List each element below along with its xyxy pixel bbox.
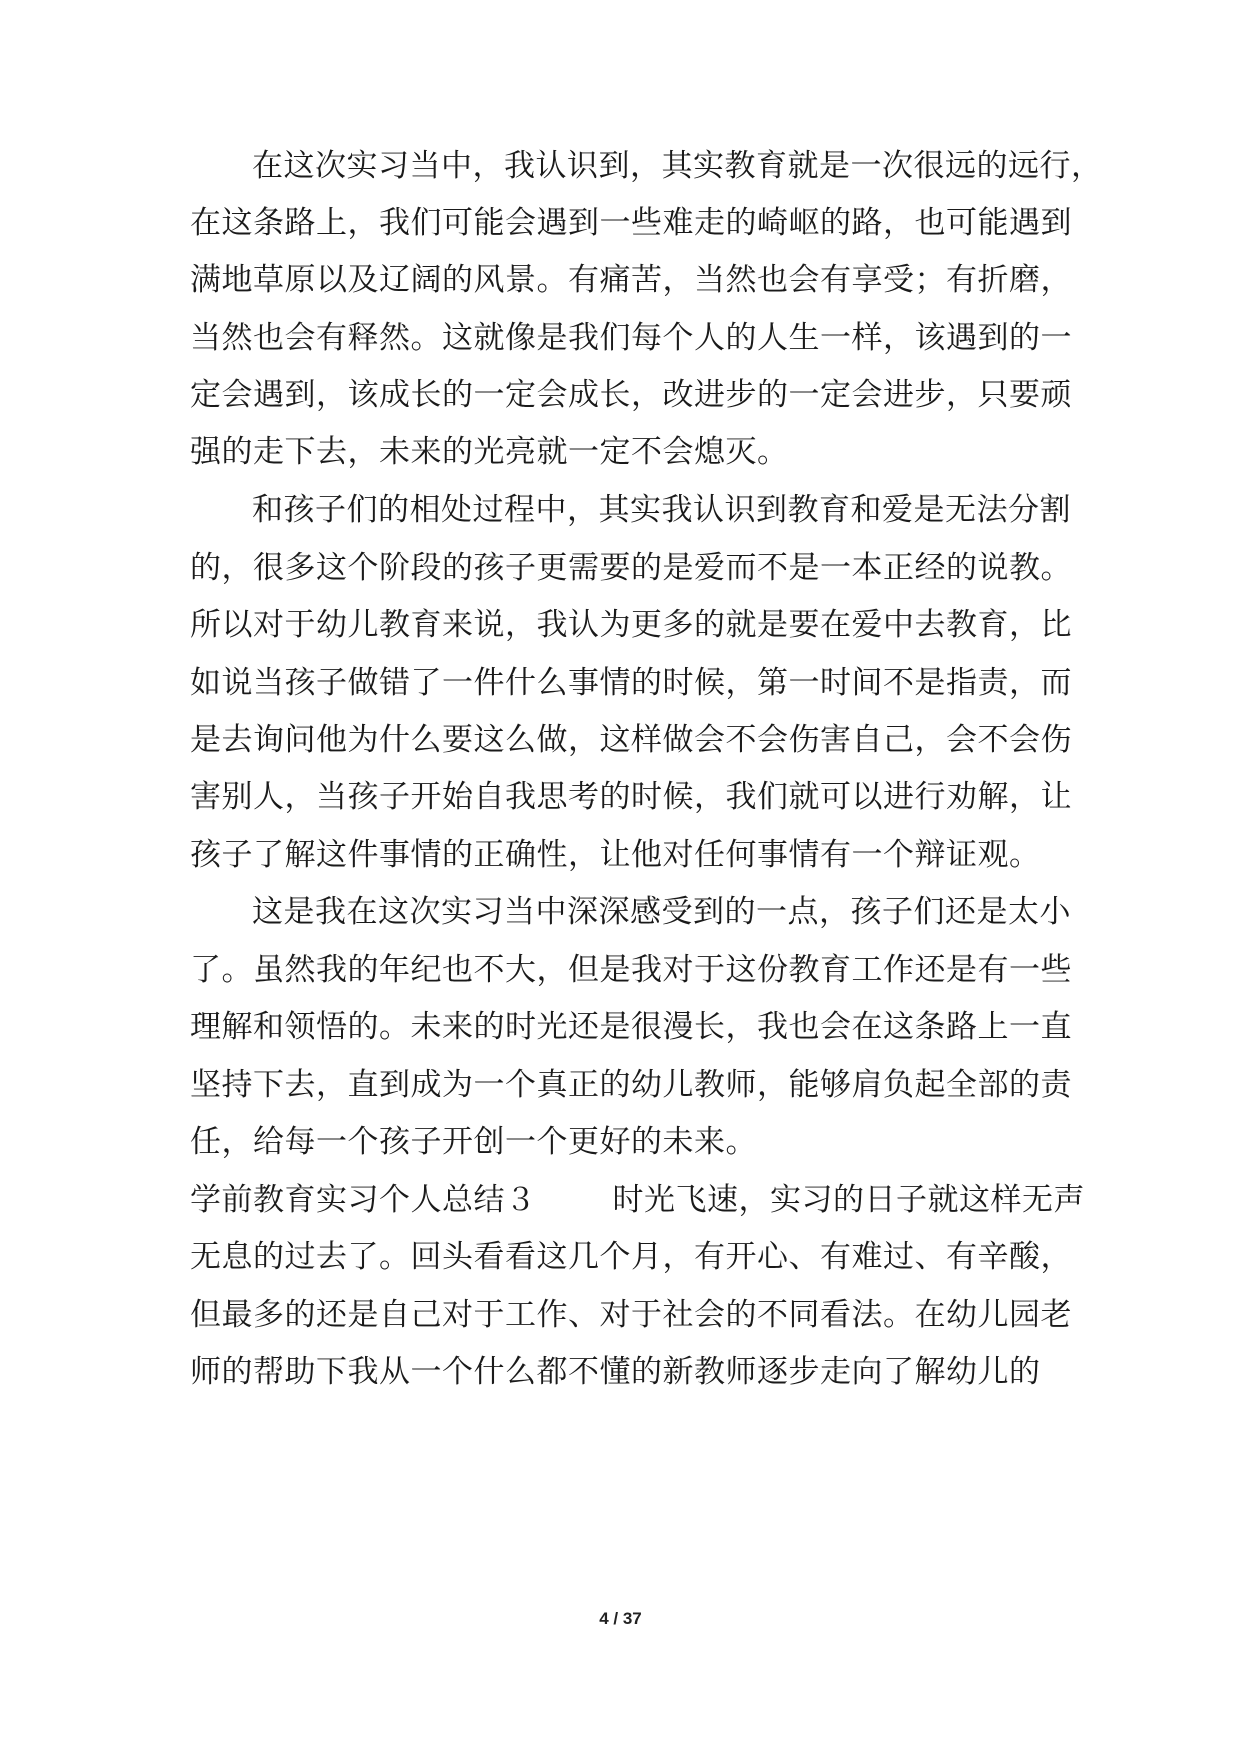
paragraph-line: 所以对于幼儿教育来说，我认为更多的就是要在爱中去教育，比 (190, 607, 1072, 643)
paragraph-line: 定会遇到，该成长的一定会成长，改进步的一定会进步，只要顽 (190, 377, 1072, 413)
section-first-text: 时光飞速，实习的日子就这样无声 (612, 1182, 1085, 1218)
paragraph-line: 如说当孩子做错了一件什么事情的时候，第一时间不是指责，而 (190, 665, 1072, 701)
paragraph-line: 理解和领悟的。未来的时光还是很漫长，我也会在这条路上一直 (190, 1009, 1072, 1045)
paragraph-line: 当然也会有释然。这就像是我们每个人的人生一样，该遇到的一 (190, 320, 1072, 356)
paragraph-line: 师的帮助下我从一个什么都不懂的新教师逐步走向了解幼儿的 (190, 1354, 1041, 1390)
paragraph-line: 在这次实习当中，我认识到，其实教育就是一次很远的远行， (252, 148, 1103, 184)
paragraph-line: 在这条路上，我们可能会遇到一些难走的崎岖的路，也可能遇到 (190, 205, 1072, 241)
paragraph-line: 的，很多这个阶段的孩子更需要的是爱而不是一本正经的说教。 (190, 550, 1072, 586)
page-number: 4 / 37 (599, 1609, 642, 1628)
paragraph-line: 这是我在这次实习当中深深感受到的一点，孩子们还是太小 (252, 894, 1071, 930)
paragraph-line: 满地草原以及辽阔的风景。有痛苦，当然也会有享受；有折磨， (190, 262, 1072, 298)
paragraph-line: 是去询问他为什么要这么做，这样做会不会伤害自己，会不会伤 (190, 722, 1072, 758)
section-title: 学前教育实习个人总结３ (190, 1182, 537, 1218)
paragraph-line: 任，给每一个孩子开创一个更好的未来。 (190, 1124, 757, 1160)
paragraph-line: 害别人，当孩子开始自我思考的时候，我们就可以进行劝解，让 (190, 779, 1072, 815)
paragraph-line: 无息的过去了。回头看看这几个月，有开心、有难过、有辛酸， (190, 1239, 1072, 1275)
paragraph-line: 坚持下去，直到成为一个真正的幼儿教师，能够肩负起全部的责 (190, 1067, 1072, 1103)
paragraph-line: 但最多的还是自己对于工作、对于社会的不同看法。在幼儿园老 (190, 1297, 1072, 1333)
paragraph-line: 了。虽然我的年纪也不大，但是我对于这份教育工作还是有一些 (190, 952, 1072, 988)
paragraph-line: 孩子了解这件事情的正确性，让他对任何事情有一个辩证观。 (190, 837, 1041, 873)
paragraph-line: 和孩子们的相处过程中，其实我认识到教育和爱是无法分割 (252, 492, 1071, 528)
paragraph-line: 强的走下去，未来的光亮就一定不会熄灭。 (190, 434, 789, 470)
section-heading-line (190, 1180, 1085, 1220)
